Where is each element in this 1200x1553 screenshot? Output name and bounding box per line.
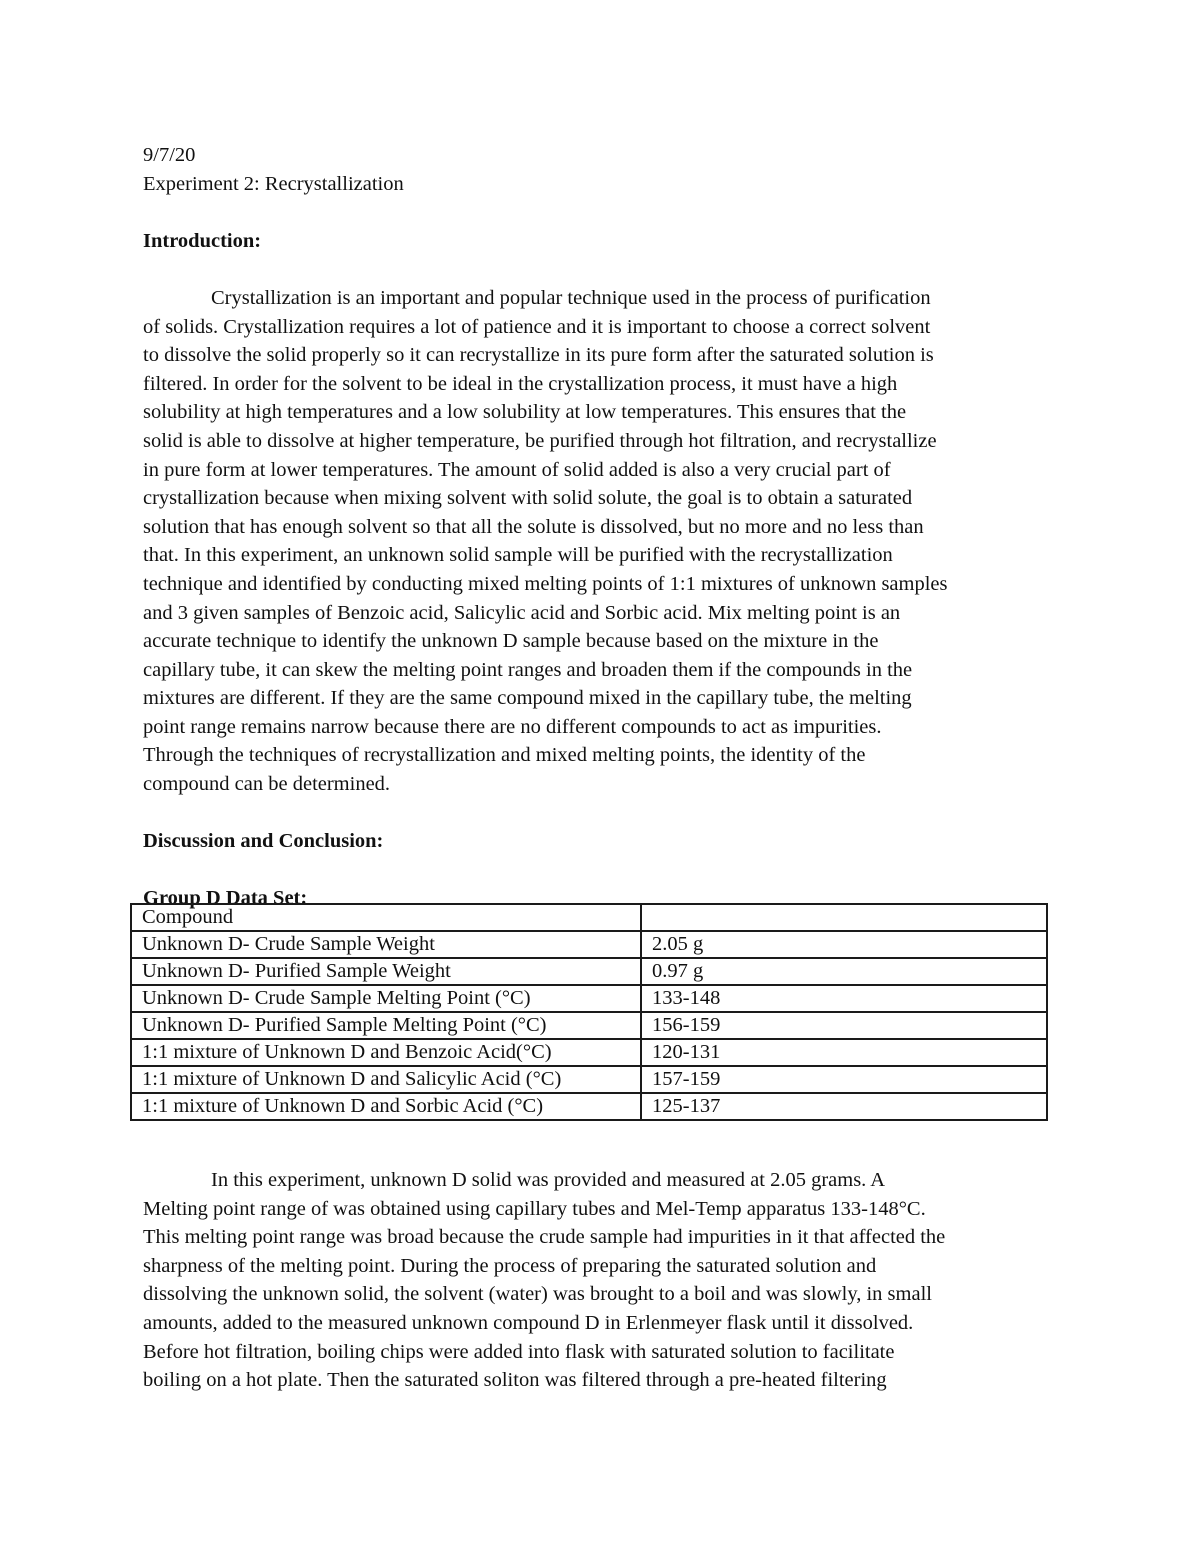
table-row [131,1012,1047,1039]
table-cell-value: 120-131 [641,1039,1047,1066]
table-header-cell [641,904,1047,931]
paragraph-line: filtered. In order for the solvent to be ideal in the crystallization process, it must have a high [143,372,898,395]
table-cell-label: 1:1 mixture of Unknown D and Sorbic Acid (°C) [131,1093,641,1120]
document-date: 9/7/20 [143,144,196,166]
paragraph-line: Crystallization is an important and popular technique used in the process of purification [211,286,931,309]
table-cell-label: Unknown D- Purified Sample Weight [131,958,641,985]
paragraph-line: capillary tube, it can skew the melting point ranges and broaden them if the compounds in the [143,658,913,681]
paragraph-line: in pure form at lower temperatures. The amount of solid added is also a very crucial part of [143,458,891,481]
table-row [131,1066,1047,1093]
spacer [143,255,1063,284]
introduction-heading: Introduction: [143,229,262,252]
paragraph-line: Through the techniques of recrystallization and mixed melting points, the identity of the [143,744,866,767]
table-cell-label: Unknown D- Crude Sample Melting Point (°C) [131,985,641,1012]
table-row [131,958,1047,985]
paragraph-line: amounts, added to the measured unknown compound D in Erlenmeyer flask until it dissolved. [143,1311,914,1334]
table-cell-label: 1:1 mixture of Unknown D and Benzoic Acid(°C) [131,1039,641,1066]
spacer [143,198,1063,227]
paragraph-line: dissolving the unknown solid, the solvent (water) was brought to a boil and was slowly, in small [143,1283,932,1306]
paragraph-line: This melting point range was broad because the crude sample had impurities in it that affected the [143,1226,946,1249]
discussion-paragraph [143,1166,1063,1395]
table-row [131,1093,1047,1120]
paragraph-line: that. In this experiment, an unknown solid sample will be purified with the recrystallization [143,544,893,567]
introduction-paragraph [143,284,1063,799]
paragraph-line: and 3 given samples of Benzoic acid, Salicylic acid and Sorbic acid. Mix melting point is an [143,601,901,624]
table-cell-value: 2.05 g [641,931,1047,958]
document-page [143,141,1063,913]
paragraph-line: to dissolve the solid properly so it can recrystallize in its pure form after the saturated solution is [143,344,934,367]
table-cell-value: 157-159 [641,1066,1047,1093]
table-cell-value: 133-148 [641,985,1047,1012]
paragraph-line: accurate technique to identify the unknown D sample because based on the mixture in the [143,630,879,653]
table-header-row [131,904,1047,931]
paragraph-line: Melting point range of was obtained using capillary tubes and Mel-Temp apparatus 133-148°C. [143,1197,926,1220]
table-cell-label: Unknown D- Crude Sample Weight [131,931,641,958]
paragraph-line: solid is able to dissolve at higher temperature, be purified through hot filtration, and recrystallize [143,429,937,452]
table-header-cell: Compound [131,904,641,931]
paragraph-line: solubility at high temperatures and a low solubility at low temperatures. This ensures that the [143,401,907,424]
paragraph-line: mixtures are different. If they are the same compound mixed in the capillary tube, the melting [143,687,912,710]
spacer [143,856,1063,885]
document-title: Experiment 2: Recrystallization [143,172,404,195]
table-row [131,931,1047,958]
paragraph-line: In this experiment, unknown D solid was provided and measured at 2.05 grams. A [211,1169,886,1191]
table-cell-value: 0.97 g [641,958,1047,985]
table-heading: Group D Data Set: [143,887,308,910]
paragraph-line: compound can be determined. [143,773,391,796]
paragraph-line: technique and identified by conducting mixed melting points of 1:1 mixtures of unknown samples [143,572,948,595]
table-cell-value: 125-137 [641,1093,1047,1120]
table-row [131,1039,1047,1066]
paragraph-line: boiling on a hot plate. Then the saturated soliton was filtered through a pre-heated filtering [143,1369,887,1392]
spacer [143,799,1063,828]
paragraph-line: solution that has enough solvent so that all the solute is dissolved, but no more and no less than [143,515,924,538]
data-table [130,903,1048,1121]
table-row [131,985,1047,1012]
paragraph-line: sharpness of the melting point. During the process of preparing the saturated solution and [143,1254,877,1277]
paragraph-line: Before hot filtration, boiling chips were added into flask with saturated solution to facilitate [143,1340,895,1363]
table-cell-label: 1:1 mixture of Unknown D and Salicylic Acid (°C) [131,1066,641,1093]
paragraph-line: point range remains narrow because there are no different compounds to act as impurities. [143,715,882,738]
table-cell-value: 156-159 [641,1012,1047,1039]
paragraph-line: crystallization because when mixing solvent with solid solute, the goal is to obtain a saturated [143,487,913,510]
paragraph-line: of solids. Crystallization requires a lot of patience and it is important to choose a correct solvent [143,315,931,338]
discussion-heading: Discussion and Conclusion: [143,830,384,853]
table-cell-label: Unknown D- Purified Sample Melting Point (°C) [131,1012,641,1039]
